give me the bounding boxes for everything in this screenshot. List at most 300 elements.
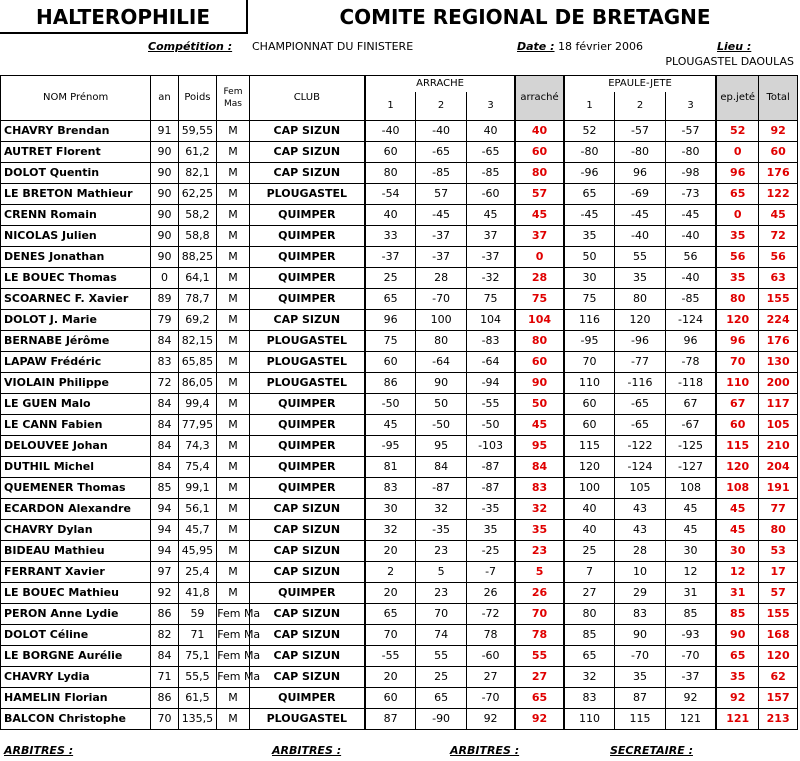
ej-attempt-3: -127: [665, 457, 716, 478]
arrache-attempt-1: 20: [365, 541, 416, 562]
table-row: [1, 541, 798, 562]
arrache-attempt-2: -45: [416, 205, 467, 226]
total-score: 200: [759, 373, 798, 394]
birth-year: 83: [151, 352, 178, 373]
total-score: 53: [759, 541, 798, 562]
athlete-name: CHAVRY Dylan: [1, 520, 151, 541]
arrache-attempt-2: 57: [416, 184, 467, 205]
arrache-attempt-2: 84: [416, 457, 467, 478]
ej-best: 110: [716, 373, 759, 394]
athlete-name: QUEMENER Thomas: [1, 478, 151, 499]
ej-attempt-1: 32: [564, 667, 615, 688]
birth-year: 70: [151, 709, 178, 730]
arrache-attempt-1: 45: [365, 415, 416, 436]
sex-category: M: [217, 268, 249, 289]
arrache-best: 65: [515, 688, 564, 709]
club-name: CAP SIZUN: [249, 121, 365, 142]
total-score: 72: [759, 226, 798, 247]
arrache-attempt-2: -40: [416, 121, 467, 142]
arrache-attempt-2: 74: [416, 625, 467, 646]
col-sex: [217, 76, 249, 121]
arrache-attempt-3: -60: [466, 646, 515, 667]
arrache-attempt-3: -83: [466, 331, 515, 352]
ej-attempt-3: -67: [665, 415, 716, 436]
athlete-name: CHAVRY Lydia: [1, 667, 151, 688]
total-score: 168: [759, 625, 798, 646]
arrache-attempt-2: 65: [416, 688, 467, 709]
birth-year: 97: [151, 562, 178, 583]
sex-category: M: [217, 499, 249, 520]
body-weight: 99,1: [178, 478, 217, 499]
athlete-name: FERRANT Xavier: [1, 562, 151, 583]
birth-year: 85: [151, 478, 178, 499]
club-name: CAP SIZUN: [249, 646, 365, 667]
arrache-best: 45: [515, 415, 564, 436]
col-ej-best: ep.jeté: [716, 76, 759, 121]
total-score: 60: [759, 142, 798, 163]
club-name: CAP SIZUN: [249, 625, 365, 646]
arrache-attempt-1: 33: [365, 226, 416, 247]
ej-attempt-1: 115: [564, 436, 615, 457]
athlete-name: BERNABE Jérôme: [1, 331, 151, 352]
ej-best: 70: [716, 352, 759, 373]
arrache-attempt-2: 32: [416, 499, 467, 520]
athlete-name: LE CANN Fabien: [1, 415, 151, 436]
ej-attempt-1: 40: [564, 499, 615, 520]
ej-attempt-2: 43: [615, 499, 666, 520]
table-row: [1, 562, 798, 583]
secretaire-label: SECRETAIRE :: [610, 744, 693, 757]
table-row: [1, 394, 798, 415]
group-arrache: ARRACHE: [365, 76, 515, 93]
table-row: [1, 247, 798, 268]
athlete-name: CHAVRY Brendan: [1, 121, 151, 142]
arrache-attempt-2: 25: [416, 667, 467, 688]
arrache-attempt-2: -37: [416, 226, 467, 247]
ej-attempt-1: -96: [564, 163, 615, 184]
club-name: QUIMPER: [249, 394, 365, 415]
sex-category: M: [217, 247, 249, 268]
body-weight: 75,1: [178, 646, 217, 667]
arrache-attempt-3: 92: [466, 709, 515, 730]
total-score: 155: [759, 604, 798, 625]
sex-category: M: [217, 709, 249, 730]
ej-attempt-3: -78: [665, 352, 716, 373]
arrache-attempt-1: 75: [365, 331, 416, 352]
table-row: [1, 163, 798, 184]
ej-attempt-2: -77: [615, 352, 666, 373]
ej-attempt-2: -57: [615, 121, 666, 142]
arrache-attempt-3: -72: [466, 604, 515, 625]
body-weight: 82,1: [178, 163, 217, 184]
arrache-attempt-1: 65: [365, 604, 416, 625]
body-weight: 25,4: [178, 562, 217, 583]
ej-attempt-3: 67: [665, 394, 716, 415]
ej-attempt-2: 83: [615, 604, 666, 625]
birth-year: 84: [151, 394, 178, 415]
sex-category: M: [217, 184, 249, 205]
club-name: CAP SIZUN: [249, 310, 365, 331]
ej-attempt-2: -122: [615, 436, 666, 457]
arrache-attempt-1: 20: [365, 583, 416, 604]
birth-year: 84: [151, 646, 178, 667]
total-score: 92: [759, 121, 798, 142]
ej-attempt-3: 45: [665, 499, 716, 520]
ej-attempt-3: -80: [665, 142, 716, 163]
total-score: 63: [759, 268, 798, 289]
ej-attempt-3: -45: [665, 205, 716, 226]
sex-category: M: [217, 415, 249, 436]
arbitre-label-3: ARBITRES :: [450, 744, 520, 757]
total-score: 176: [759, 331, 798, 352]
table-row: [1, 289, 798, 310]
committee-title: COMITE REGIONAL DE BRETAGNE: [339, 5, 711, 29]
arrache-best: 78: [515, 625, 564, 646]
sex-category: M: [217, 373, 249, 394]
sex-category: M: [217, 352, 249, 373]
arrache-best: 35: [515, 520, 564, 541]
arrache-attempt-1: 96: [365, 310, 416, 331]
ej-best: 108: [716, 478, 759, 499]
arrache-attempt-3: -94: [466, 373, 515, 394]
competition-value: CHAMPIONNAT DU FINISTERE: [252, 40, 414, 53]
athlete-name: DOLOT Céline: [1, 625, 151, 646]
ej-attempt-1: 100: [564, 478, 615, 499]
arbitre-label-2: ARBITRES :: [272, 744, 342, 757]
ej-attempt-2: -116: [615, 373, 666, 394]
club-name: CAP SIZUN: [249, 163, 365, 184]
arrache-best: 80: [515, 331, 564, 352]
table-row: [1, 646, 798, 667]
table-row: [1, 688, 798, 709]
table-row: [1, 709, 798, 730]
body-weight: 59,55: [178, 121, 217, 142]
athlete-name: SCOARNEC F. Xavier: [1, 289, 151, 310]
table-row: [1, 226, 798, 247]
arrache-attempt-1: -37: [365, 247, 416, 268]
sex-category: M: [217, 562, 249, 583]
total-score: 213: [759, 709, 798, 730]
total-score: 122: [759, 184, 798, 205]
total-score: 80: [759, 520, 798, 541]
ej-attempt-1: 110: [564, 709, 615, 730]
lieu-value: PLOUGASTEL DAOULAS: [665, 55, 794, 68]
sex-category: Fem Ma: [217, 646, 249, 667]
ej-attempt-1: 50: [564, 247, 615, 268]
birth-year: 94: [151, 499, 178, 520]
total-score: 45: [759, 205, 798, 226]
sex-category: Fem Ma: [217, 604, 249, 625]
total-score: 155: [759, 289, 798, 310]
table-row: [1, 667, 798, 688]
table-row: [1, 205, 798, 226]
arrache-attempt-2: -35: [416, 520, 467, 541]
arrache-attempt-3: 35: [466, 520, 515, 541]
arrache-best: 57: [515, 184, 564, 205]
arrache-attempt-3: -64: [466, 352, 515, 373]
ej-best: 35: [716, 268, 759, 289]
total-score: 130: [759, 352, 798, 373]
col-ej-1: 1: [564, 92, 615, 121]
arrache-best: 55: [515, 646, 564, 667]
col-an: an: [151, 76, 178, 121]
birth-year: 72: [151, 373, 178, 394]
arrache-attempt-3: 26: [466, 583, 515, 604]
table-row: [1, 583, 798, 604]
club-name: QUIMPER: [249, 268, 365, 289]
body-weight: 82,15: [178, 331, 217, 352]
club-name: QUIMPER: [249, 583, 365, 604]
arrache-best: 60: [515, 352, 564, 373]
arrache-attempt-3: -32: [466, 268, 515, 289]
ej-attempt-3: -57: [665, 121, 716, 142]
ej-best: 65: [716, 646, 759, 667]
arrache-best: 60: [515, 142, 564, 163]
arrache-attempt-3: 37: [466, 226, 515, 247]
ej-attempt-2: -45: [615, 205, 666, 226]
birth-year: 92: [151, 583, 178, 604]
ej-attempt-3: 31: [665, 583, 716, 604]
body-weight: 59: [178, 604, 217, 625]
ej-best: 96: [716, 163, 759, 184]
birth-year: 90: [151, 142, 178, 163]
arrache-attempt-1: 32: [365, 520, 416, 541]
ej-attempt-1: 75: [564, 289, 615, 310]
club-name: CAP SIZUN: [249, 562, 365, 583]
birth-year: 84: [151, 331, 178, 352]
arrache-attempt-2: -64: [416, 352, 467, 373]
table-row: [1, 415, 798, 436]
ej-attempt-1: -95: [564, 331, 615, 352]
total-score: 176: [759, 163, 798, 184]
ej-attempt-1: 60: [564, 415, 615, 436]
ej-attempt-2: 43: [615, 520, 666, 541]
ej-attempt-3: 30: [665, 541, 716, 562]
table-row: [1, 331, 798, 352]
lieu-label: Lieu :: [717, 40, 752, 53]
body-weight: 56,1: [178, 499, 217, 520]
arrache-attempt-2: 50: [416, 394, 467, 415]
body-weight: 65,85: [178, 352, 217, 373]
arrache-best: 5: [515, 562, 564, 583]
ej-attempt-3: 85: [665, 604, 716, 625]
arrache-attempt-1: 20: [365, 667, 416, 688]
arrache-best: 80: [515, 163, 564, 184]
sex-category: M: [217, 310, 249, 331]
body-weight: 62,25: [178, 184, 217, 205]
athlete-name: BALCON Christophe: [1, 709, 151, 730]
table-row: [1, 310, 798, 331]
total-score: 57: [759, 583, 798, 604]
ej-attempt-1: 40: [564, 520, 615, 541]
arrache-attempt-2: 28: [416, 268, 467, 289]
club-name: CAP SIZUN: [249, 604, 365, 625]
ej-attempt-2: 29: [615, 583, 666, 604]
ej-attempt-1: 60: [564, 394, 615, 415]
competition-label: Compétition :: [148, 40, 233, 53]
body-weight: 61,2: [178, 142, 217, 163]
total-score: 56: [759, 247, 798, 268]
col-total: Total: [759, 76, 798, 121]
ej-best: 120: [716, 457, 759, 478]
ej-attempt-1: 25: [564, 541, 615, 562]
sex-category: M: [217, 289, 249, 310]
arrache-attempt-1: 60: [365, 142, 416, 163]
arrache-attempt-2: 23: [416, 541, 467, 562]
club-name: QUIMPER: [249, 205, 365, 226]
birth-year: 84: [151, 457, 178, 478]
birth-year: 86: [151, 604, 178, 625]
ej-attempt-3: 12: [665, 562, 716, 583]
birth-year: 84: [151, 436, 178, 457]
arrache-attempt-2: -87: [416, 478, 467, 499]
arbitre-label-1: ARBITRES :: [4, 744, 74, 757]
arrache-attempt-2: 90: [416, 373, 467, 394]
total-score: 224: [759, 310, 798, 331]
club-name: QUIMPER: [249, 478, 365, 499]
ej-attempt-3: -93: [665, 625, 716, 646]
birth-year: 0: [151, 268, 178, 289]
arrache-best: 83: [515, 478, 564, 499]
arrache-best: 40: [515, 121, 564, 142]
ej-attempt-3: -73: [665, 184, 716, 205]
sport-title: HALTEROPHILIE: [0, 0, 248, 34]
ej-best: 90: [716, 625, 759, 646]
arrache-attempt-1: 83: [365, 478, 416, 499]
table-row: [1, 142, 798, 163]
ej-attempt-2: 28: [615, 541, 666, 562]
arrache-attempt-2: 55: [416, 646, 467, 667]
ej-attempt-1: 35: [564, 226, 615, 247]
ej-best: 96: [716, 331, 759, 352]
table-row: [1, 121, 798, 142]
total-score: 105: [759, 415, 798, 436]
arrache-best: 45: [515, 205, 564, 226]
table-row: [1, 478, 798, 499]
arrache-best: 70: [515, 604, 564, 625]
arrache-attempt-1: -50: [365, 394, 416, 415]
date-label: Date :: [517, 40, 555, 53]
body-weight: 64,1: [178, 268, 217, 289]
birth-year: 94: [151, 520, 178, 541]
arrache-attempt-2: -37: [416, 247, 467, 268]
arrache-best: 26: [515, 583, 564, 604]
arrache-attempt-1: 40: [365, 205, 416, 226]
athlete-name: DOLOT Quentin: [1, 163, 151, 184]
arrache-attempt-3: -103: [466, 436, 515, 457]
athlete-name: LE BORGNE Aurélie: [1, 646, 151, 667]
athlete-name: LAPAW Frédéric: [1, 352, 151, 373]
arrache-best: 90: [515, 373, 564, 394]
arrache-attempt-3: -25: [466, 541, 515, 562]
ej-best: 45: [716, 499, 759, 520]
ej-attempt-3: 96: [665, 331, 716, 352]
arrache-attempt-1: 70: [365, 625, 416, 646]
arrache-attempt-1: 87: [365, 709, 416, 730]
club-name: PLOUGASTEL: [249, 184, 365, 205]
ej-best: 92: [716, 688, 759, 709]
club-name: PLOUGASTEL: [249, 352, 365, 373]
ej-attempt-3: -98: [665, 163, 716, 184]
sex-category: M: [217, 436, 249, 457]
ej-attempt-2: -69: [615, 184, 666, 205]
arrache-attempt-3: 78: [466, 625, 515, 646]
club-name: QUIMPER: [249, 436, 365, 457]
ej-attempt-3: 56: [665, 247, 716, 268]
arrache-best: 0: [515, 247, 564, 268]
birth-year: 91: [151, 121, 178, 142]
ej-best: 0: [716, 142, 759, 163]
table-row: [1, 436, 798, 457]
arrache-attempt-3: 75: [466, 289, 515, 310]
col-club: CLUB: [249, 76, 365, 121]
arrache-attempt-3: -70: [466, 688, 515, 709]
total-score: 210: [759, 436, 798, 457]
total-score: 204: [759, 457, 798, 478]
arrache-attempt-2: 5: [416, 562, 467, 583]
birth-year: 94: [151, 541, 178, 562]
ej-attempt-3: -124: [665, 310, 716, 331]
club-name: CAP SIZUN: [249, 667, 365, 688]
sex-category: Fem Ma: [217, 625, 249, 646]
ej-best: 65: [716, 184, 759, 205]
ej-best: 52: [716, 121, 759, 142]
ej-best: 120: [716, 310, 759, 331]
athlete-name: DELOUVEE Johan: [1, 436, 151, 457]
arrache-best: 84: [515, 457, 564, 478]
total-score: 117: [759, 394, 798, 415]
arrache-attempt-2: -65: [416, 142, 467, 163]
ej-best: 115: [716, 436, 759, 457]
ej-attempt-1: 80: [564, 604, 615, 625]
club-name: CAP SIZUN: [249, 541, 365, 562]
table-row: [1, 352, 798, 373]
ej-attempt-3: -118: [665, 373, 716, 394]
ej-best: 35: [716, 667, 759, 688]
club-name: QUIMPER: [249, 688, 365, 709]
ej-attempt-3: 121: [665, 709, 716, 730]
arrache-attempt-3: 104: [466, 310, 515, 331]
arrache-attempt-2: -90: [416, 709, 467, 730]
ej-attempt-3: -125: [665, 436, 716, 457]
ej-best: 30: [716, 541, 759, 562]
club-name: CAP SIZUN: [249, 520, 365, 541]
body-weight: 75,4: [178, 457, 217, 478]
col-ej-3: 3: [665, 92, 716, 121]
birth-year: 90: [151, 247, 178, 268]
total-score: 120: [759, 646, 798, 667]
body-weight: 86,05: [178, 373, 217, 394]
arrache-attempt-3: -65: [466, 142, 515, 163]
club-name: PLOUGASTEL: [249, 331, 365, 352]
sex-category: M: [217, 394, 249, 415]
ej-best: 35: [716, 226, 759, 247]
birth-year: 90: [151, 163, 178, 184]
table-row: [1, 373, 798, 394]
arrache-attempt-1: 60: [365, 352, 416, 373]
ej-attempt-1: 85: [564, 625, 615, 646]
arrache-attempt-1: 25: [365, 268, 416, 289]
athlete-name: HAMELIN Florian: [1, 688, 151, 709]
ej-attempt-2: -80: [615, 142, 666, 163]
ej-best: 31: [716, 583, 759, 604]
arrache-attempt-3: 45: [466, 205, 515, 226]
arrache-best: 32: [515, 499, 564, 520]
arrache-best: 37: [515, 226, 564, 247]
ej-best: 121: [716, 709, 759, 730]
arrache-attempt-3: 40: [466, 121, 515, 142]
body-weight: 45,95: [178, 541, 217, 562]
